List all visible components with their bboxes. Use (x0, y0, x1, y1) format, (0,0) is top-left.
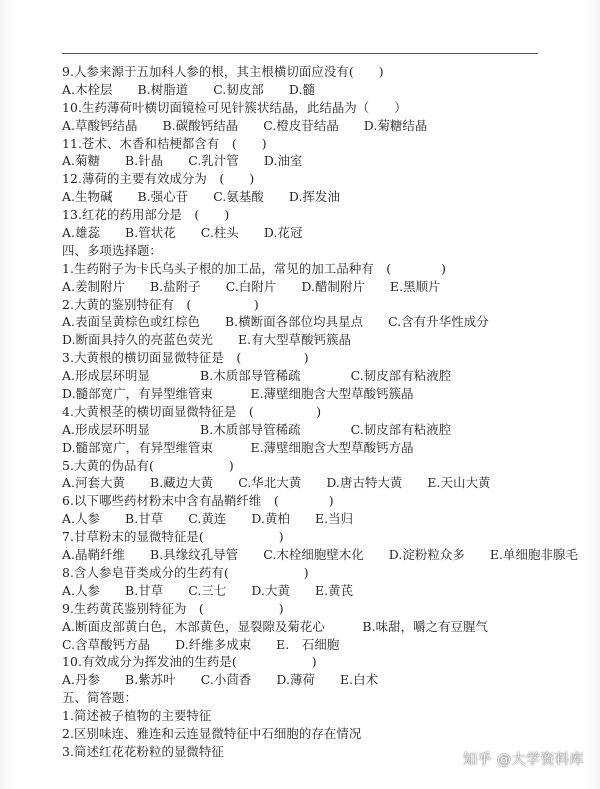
text-line: A.晶鞘纤维 B.具缘纹孔导管 C.木栓细胞壁木化 D.淀粉粒众多 E.单细胞非腺毛 (62, 547, 578, 563)
text-line: A.草酸钙结晶 B.碳酸钙结晶 C.橙皮苷结晶 D.菊糖结晶 (62, 117, 428, 133)
text-line: 1.简述被子植物的主要特征 (62, 708, 212, 724)
text-line: D.髓部宽广，有异型维管束 E.薄壁细胞含大型草酸钙簇晶 (62, 386, 414, 402)
text-line: A.断面皮部黄白色，木部黄色，显裂隙及菊花心 B.味甜，嚼之有豆腥气 (62, 618, 489, 634)
text-line: A.形成层环明显 B.木质部导管稀疏 C.韧皮部有粘液腔 (62, 368, 452, 384)
text-line: A.形成层环明显 B.木质部导管稀疏 C.韧皮部有粘液腔 (62, 421, 452, 437)
text-line: 2.大黄的鉴别特征有 ( ) (62, 296, 259, 312)
text-line: 10.生药薄荷叶横切面镜检可见针簇状结晶，此结晶为（ ） (62, 99, 407, 115)
text-line: 2.区别味连、雅连和云连显微特征中石细胞的存在情况 (62, 725, 362, 741)
text-line: A.姜制附片 B.盐附子 C.白附片 D.醋制附片 E.黑顺片 (62, 278, 441, 294)
text-line: A.雄蕊 B.管状花 C.柱头 D.花冠 (62, 225, 303, 241)
text-line: 7.甘草粉末的显微特征是( ) (62, 529, 284, 545)
text-line: 9.人参来源于五加科人参的根，其主根横切面应没有( ) (62, 64, 384, 79)
text-line: 3.大黄根的横切面显微特征是 ( ) (62, 350, 309, 366)
text-line: 五、简答题： (62, 690, 137, 706)
text-line: 4.大黄根茎的横切面显微特征是 ( ) (62, 403, 322, 419)
text-line: 1.生药附子为卡氏乌头子根的加工品，常见的加工品种有 ( ) (62, 260, 447, 276)
text-line: 13.红花的药用部分是 ( ) (62, 207, 230, 223)
text-line: A.表面呈黄棕色或红棕色 B.横断面各部位均具星点 C.含有升华性成分 (62, 314, 489, 330)
text-line: 5.大黄的伪品有( ) (62, 457, 234, 473)
text-line: 8.含人参皂苷类成分的生药有( ) (62, 564, 309, 580)
text-line: A.木栓层 B.树脂道 C.韧皮部 D.髓 (62, 81, 315, 97)
text-line: D.髓部宽广，有异型维管束 E.薄壁细胞含大型草酸钙方晶 (62, 439, 414, 455)
watermark: 知乎 @大学资料库 (463, 752, 584, 768)
text-line: A.丹参 B.紫苏叶 C.小茴香 D.薄荷 E.白术 (62, 672, 379, 688)
text-line: 10.有效成分为挥发油的生药是( ) (62, 654, 317, 670)
text-line: A.人参 B.甘草 C.黄连 D.黄柏 E.当归 (62, 511, 354, 527)
text-line: 11.苍术、木香和桔梗都含有 ( ) (62, 135, 267, 151)
text-line: A.河套大黄 B.藏边大黄 C.华北大黄 D.唐古特大黄 E.天山大黄 (62, 475, 491, 491)
text-line: 四、多项选择题： (62, 242, 162, 258)
text-line: D.断面具持久的亮蓝色荧光 E.有大型草酸钙簇晶 (62, 332, 352, 348)
text-line: 6.以下哪些药材粉末中含有晶鞘纤维 ( ) (62, 493, 334, 509)
text-line: 3.简述红花花粉粒的显微特征 (62, 743, 224, 759)
text-line: A.人参 B.甘草 C.三七 D.大黄 E.黄芪 (62, 582, 354, 598)
text-line: 12.薄荷的主要有效成分为 ( ) (62, 171, 255, 187)
top-rule (62, 53, 538, 54)
text-line: C.含草酸钙方晶 D.纤维多成束 E. 石细胞 (62, 636, 340, 652)
text-line: A.菊糖 B.针晶 C.乳汁管 D.油室 (62, 153, 303, 169)
text-line: 9.生药黄芪鉴别特征为 ( ) (62, 600, 284, 616)
text-line: A.生物碱 B.强心苷 C.氨基酸 D.挥发油 (62, 189, 340, 205)
